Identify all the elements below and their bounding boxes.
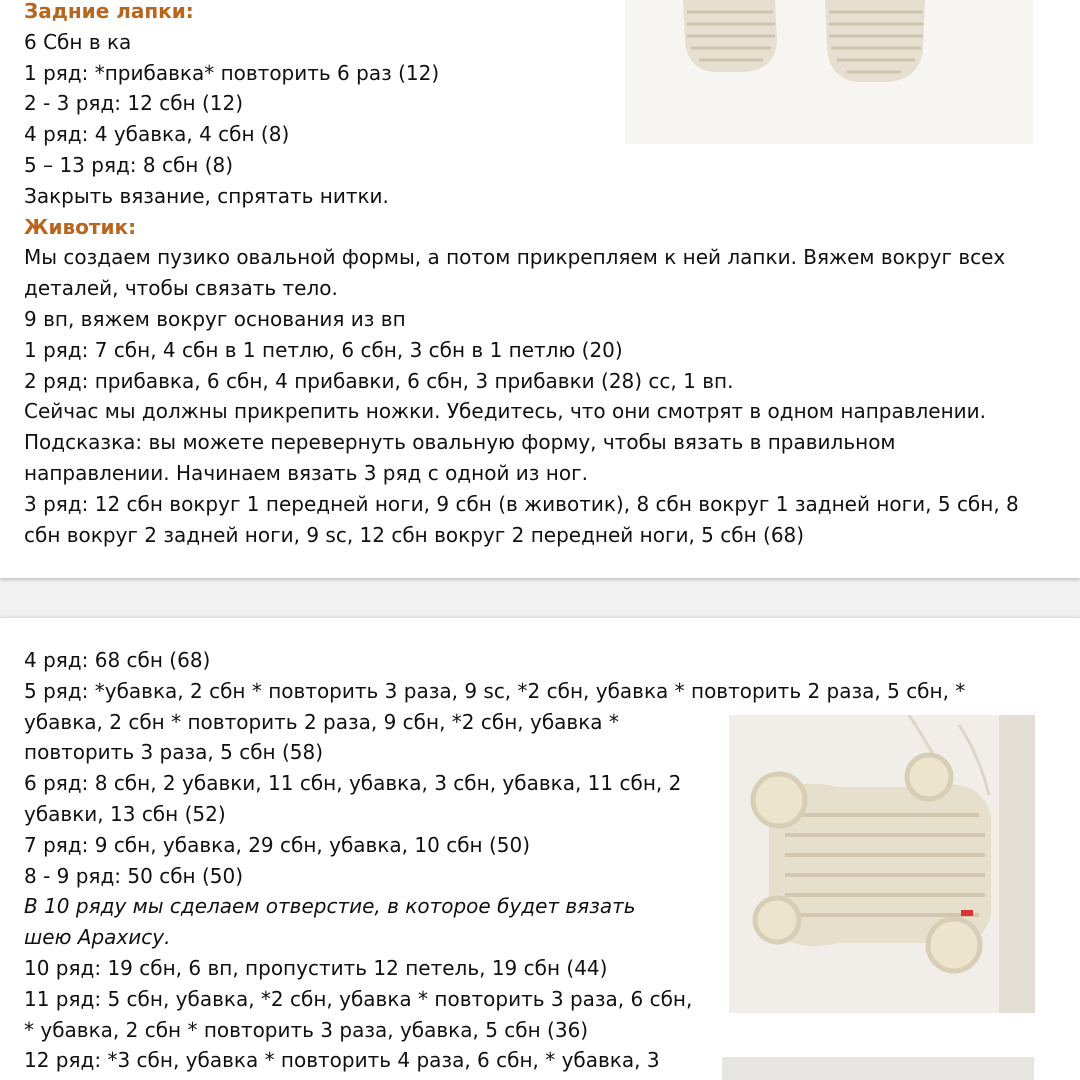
pattern-line: 10 ряд: 19 сбн, 6 вп, пропустить 12 петель, 19 сбн (44) xyxy=(24,955,608,980)
pattern-line: 5 ряд: *убавка, 2 сбн * повторить 3 раза, 9 sc, *2 сбн, убавка * повторить 2 раза, 5 сбн, * xyxy=(24,678,966,703)
pattern-line: сбн вокруг 2 задней ноги, 9 sc, 12 сбн вокруг 2 передней ноги, 5 сбн (68) xyxy=(24,522,805,547)
pattern-line: повторить 3 раза, 5 сбн (58) xyxy=(24,740,324,765)
pattern-line: деталей, чтобы связать тело. xyxy=(24,276,338,301)
pattern-text-bottom xyxy=(24,645,1064,1076)
pattern-line: 3 ряд: 12 сбн вокруг 1 передней ноги, 9 сбн (в животик), 8 сбн вокруг 1 задней ноги, 5 сбн, 8 xyxy=(24,491,1019,516)
pattern-line: направлении. Начинаем вязать 3 ряд с одной из ног. xyxy=(24,460,588,485)
pattern-line: 8 - 9 ряд: 50 сбн (50) xyxy=(24,863,244,888)
pattern-line: убавка, 2 сбн * повторить 2 раза, 9 сбн, *2 сбн, убавка * xyxy=(24,709,619,734)
pattern-line: 2 - 3 ряд: 12 сбн (12) xyxy=(24,91,244,116)
section-heading: Задние лапки: xyxy=(24,0,194,23)
pattern-line: убавки, 13 сбн (52) xyxy=(24,801,226,826)
section-heading: Животик: xyxy=(24,214,137,239)
pattern-line: 6 ряд: 8 сбн, 2 убавки, 11 сбн, убавка, 3 сбн, убавка, 11 сбн, 2 xyxy=(24,771,682,796)
pattern-line: шею Арахису. xyxy=(24,925,171,950)
pattern-line: 11 ряд: 5 сбн, убавка, *2 сбн, убавка * повторить 3 раза, 6 сбн, xyxy=(24,986,693,1011)
pattern-line: 1 ряд: *прибавка* повторить 6 раз (12) xyxy=(24,60,440,85)
instructions-card-bottom xyxy=(0,618,1080,1080)
pattern-line: 2 ряд: прибавка, 6 сбн, 4 прибавки, 6 сбн, 3 прибавки (28) сс, 1 вп. xyxy=(24,368,734,393)
pattern-line: * убавка, 2 сбн * повторить 3 раза, убавка, 5 сбн (36) xyxy=(24,1017,589,1042)
pattern-line: 1 ряд: 7 сбн, 4 сбн в 1 петлю, 6 сбн, 3 сбн в 1 петлю (20) xyxy=(24,337,623,362)
pattern-line: 4 ряд: 4 убавка, 4 сбн (8) xyxy=(24,122,290,147)
pattern-line: Подсказка: вы можете перевернуть овальную форму, чтобы вязать в правильном xyxy=(24,430,896,455)
pattern-line: Сейчас мы должны прикрепить ножки. Убедитесь, что они смотрят в одном направлении. xyxy=(24,399,987,424)
pattern-line: 5 – 13 ряд: 8 сбн (8) xyxy=(24,152,234,177)
pattern-line: 4 ряд: 68 сбн (68) xyxy=(24,648,211,672)
pattern-line: 12 ряд: *3 сбн, убавка * повторить 4 раза, 6 сбн, * убавка, 3 xyxy=(24,1048,660,1073)
pattern-line: Закрыть вязание, спрятать нитки. xyxy=(24,183,389,208)
pattern-text-top xyxy=(24,0,1064,550)
pattern-line: 9 вп, вяжем вокруг основания из вп xyxy=(24,306,406,331)
pattern-line: В 10 ряду мы сделаем отверстие, в которое будет вязать xyxy=(24,894,636,919)
pattern-line: 6 Сбн в ка xyxy=(24,29,132,54)
pattern-line: Мы создаем пузико овальной формы, а потом прикрепляем к ней лапки. Вяжем вокруг всех xyxy=(24,245,1006,270)
pattern-line: 7 ряд: 9 сбн, убавка, 29 сбн, убавка, 10 сбн (50) xyxy=(24,832,531,857)
